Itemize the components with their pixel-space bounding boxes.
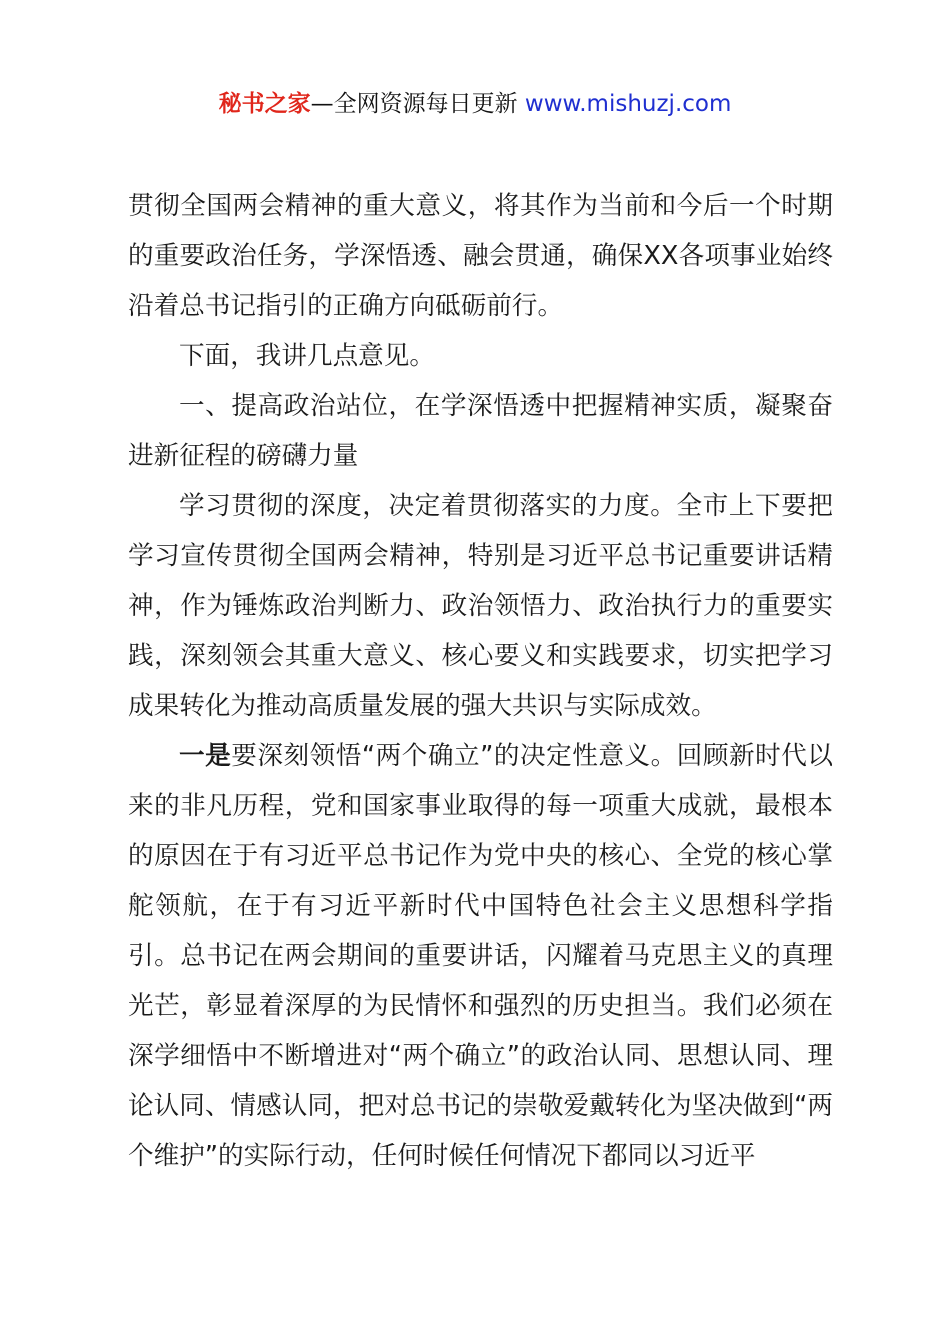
point-lead: 一是: [179, 741, 232, 771]
paragraph-point-one: [128, 731, 833, 1181]
paragraph-intro: 下面，我讲几点意见。: [179, 341, 435, 371]
paragraph-continuation: 贯彻全国两会精神的重大意义，将其作为当前和今后一个时期的重要政治任务，学深悟透、融会贯通，确保XX各项事业始终沿着总书记指引的正确方向砥砺前行。: [128, 191, 833, 321]
point-text: 要深刻领悟“两个确立”的决定性意义。回顾新时代以来的非凡历程，党和国家事业取得的每一项重大成就，最根本的原因在于有习近平总书记作为党中央的核心、全党的核心掌舵领航，在于有习近平新时代中国特色社会主义思想科学指引。总书记在两会期间的重要讲话，闪耀着马克思主义的真理光芒，彰显着深厚的为民情怀和强烈的历史担当。我们必须在深学细悟中不断增进对“两个确立”的政治认同、思想认同、理论认同、情感认同，把对总书记的崇敬爱戴转化为坚决做到“两个维护”的实际行动，任何时候任何情况下都同以习近平: [128, 741, 833, 1171]
header-tagline: —全网资源每日更新: [310, 91, 518, 117]
section-heading: 一、提高政治站位，在学深悟透中把握精神实质，凝聚奋进新征程的磅礴力量: [128, 391, 833, 471]
site-url-link[interactable]: www.mishuzj.com: [524, 91, 732, 117]
document-body: [128, 181, 833, 1181]
page-header: [0, 86, 950, 122]
brand-name: 秘书之家: [218, 91, 311, 117]
paragraph-body: 学习贯彻的深度，决定着贯彻落实的力度。全市上下要把学习宣传贯彻全国两会精神，特别是习近平总书记重要讲话精神，作为锤炼政治判断力、政治领悟力、政治执行力的重要实践，深刻领会其重大意义、核心要义和实践要求，切实把学习成果转化为推动高质量发展的强大共识与实际成效。: [128, 491, 833, 721]
